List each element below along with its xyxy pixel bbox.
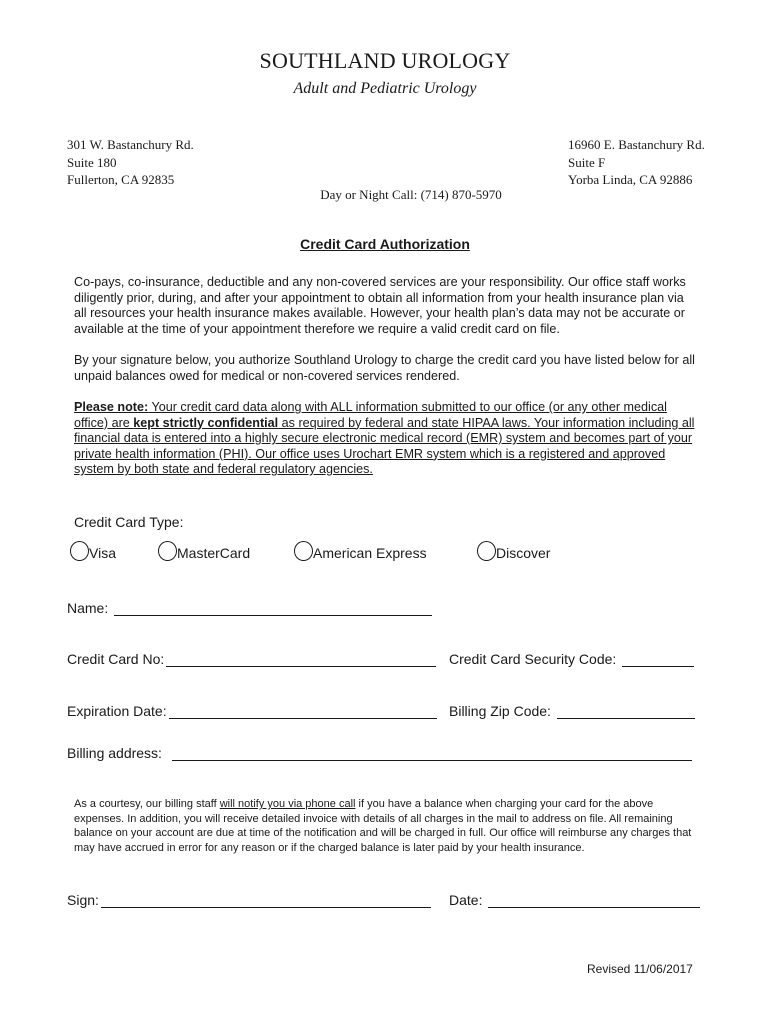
card-option-label: Visa	[89, 545, 116, 561]
office-address-yorba-linda	[568, 136, 705, 189]
courtesy-text: As a courtesy, our billing staff	[74, 798, 220, 810]
radio-circle-icon[interactable]	[158, 541, 177, 561]
billing-zip-label: Billing Zip Code:	[449, 703, 551, 719]
signature-input-line[interactable]	[101, 892, 431, 908]
responsibility-paragraph: Co-pays, co-insurance, deductible and any non-covered services are your responsibility. Our office staff works diligently prior, during, and after your appointment to obtain all information from your health insurance plan via all resources your health insurance makes available. However, your health plan’s data may not be accurate or available at the time of your appointment therefore we require a valid credit card on file.	[74, 275, 686, 336]
card-option-mastercard[interactable]	[158, 541, 250, 561]
confidentiality-note	[74, 400, 699, 478]
billing-zip-field	[449, 703, 695, 719]
billing-address-field	[67, 745, 692, 761]
card-number-input-line[interactable]	[166, 651, 436, 667]
date-label: Date:	[449, 892, 483, 908]
billing-address-input-line[interactable]	[172, 745, 692, 761]
signature-field	[67, 892, 431, 908]
date-field	[449, 892, 700, 908]
card-number-field	[67, 651, 436, 667]
card-option-amex[interactable]	[294, 541, 427, 561]
note-text: Your credit card data along with ALL information submitted to our office (or any other medical office) are	[74, 400, 667, 430]
note-bold: kept strictly confidential	[133, 415, 279, 430]
card-type-label: Credit Card Type:	[74, 514, 184, 530]
authorization-paragraph: By your signature below, you authorize Southland Urology to charge the credit card you have listed below for all unpaid balances owed for medical or non-covered services rendered.	[74, 353, 695, 383]
note-label: Please note:	[74, 400, 149, 414]
courtesy-underlined: will notify you via phone call	[219, 798, 356, 810]
org-name: SOUTHLAND UROLOGY	[259, 48, 511, 73]
expiration-field	[67, 703, 437, 719]
address-line: 301 W. Bastanchury Rd.	[67, 137, 194, 152]
signature-label: Sign:	[67, 892, 99, 908]
office-address-fullerton	[67, 136, 194, 189]
name-input-line[interactable]	[114, 600, 432, 616]
address-line: Yorba Linda, CA 92886	[568, 172, 693, 187]
card-option-label: Discover	[496, 545, 551, 561]
note-text: as required by federal and state HIPAA laws. Your information including all financial data is entered into a highly secure electronic medical record (EMR) system and becomes part of your private health information (PHI). Our office uses Urochart EMR system which is a registered and approved system by both state and federal regulatory agencies.	[74, 415, 695, 476]
phone-number: Day or Night Call: (714) 870-5970	[320, 187, 502, 202]
billing-address-label: Billing address:	[67, 745, 162, 761]
card-option-discover[interactable]	[477, 541, 550, 561]
expiration-input-line[interactable]	[169, 703, 437, 719]
card-option-visa[interactable]	[70, 541, 116, 561]
name-field	[67, 600, 432, 616]
address-line: 16960 E. Bastanchury Rd.	[568, 137, 705, 152]
radio-circle-icon[interactable]	[70, 541, 89, 561]
name-label: Name:	[67, 600, 109, 616]
courtesy-paragraph	[74, 797, 704, 855]
date-input-line[interactable]	[488, 892, 700, 908]
expiration-label: Expiration Date:	[67, 703, 167, 719]
billing-zip-input-line[interactable]	[557, 703, 695, 719]
form-title: Credit Card Authorization	[300, 236, 470, 252]
card-option-label: MasterCard	[177, 545, 251, 561]
security-code-field	[449, 651, 694, 667]
courtesy-text: if you have a balance when charging your card for the above expenses. In addition, you will receive detailed invoice with details of all charges in the mail to address on file. All remaining balance on your account are due at time of the notification and will be charged in full. Our office will reimburse any charges that may have accrued in error for any reason or if the charged balance is later paid by your health insurance.	[74, 798, 692, 854]
radio-circle-icon[interactable]	[294, 541, 313, 561]
security-code-label: Credit Card Security Code:	[449, 651, 617, 667]
revision-date: Revised 11/06/2017	[587, 962, 693, 976]
address-line: Suite 180	[67, 154, 117, 170]
address-line: Fullerton, CA 92835	[67, 172, 175, 187]
org-tagline: Adult and Pediatric Urology	[293, 80, 477, 97]
security-code-input-line[interactable]	[622, 651, 694, 667]
card-number-label: Credit Card No:	[67, 651, 165, 667]
address-line: Suite F	[568, 154, 606, 170]
radio-circle-icon[interactable]	[477, 541, 496, 561]
card-option-label: American Express	[313, 545, 427, 561]
